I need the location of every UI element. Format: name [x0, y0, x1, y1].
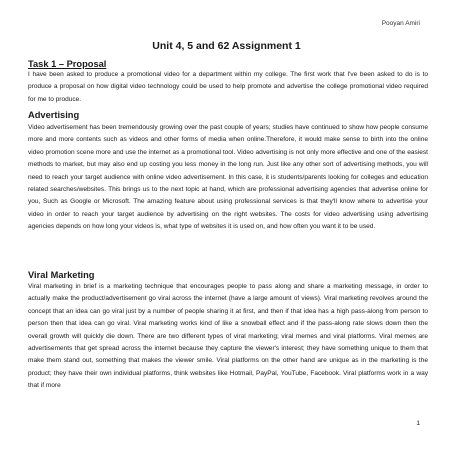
intro-paragraph: I have been asked to produce a promotional video for a department within my college. The first work that I've been asked to do is to produce a proposal on how digital video technology could be used to help promote and advertise the college promotional video required for me to produce.	[28, 71, 428, 103]
viral-marketing-heading: Viral Marketing	[28, 270, 95, 280]
advertising-heading: Advertising	[28, 110, 80, 120]
advertising-paragraph: Video advertisement has been tremendously growing over the past couple of years; studies have continued to show how people consume more and more contents such as videos and other forms of media when online.Therefore, it would make sense to birth into the online video promotion scene more and use the internet as a promotional tool. Video advertising is not only more effective and one of the easiest methods to market, but may also end up costing you less money in the long run. Just like any other sort of advertising methods, you will need to reach your target audience with online video advertisement. In this case, it is students/parents looking for colleges and education related searches/websites. This brings us to the next topic at hand, which are professional advertising agencies that advertise online for you, Such as Google or Microsoft. The amazing feature about using professional services is that they'll know where to advertise your video in order to reach your target audience by advertising on the right websites. The costs for video advertising using advertising agencies depends on how long your videos is, what type of websites it is used on, and how often you want it to be used.	[28, 124, 428, 231]
header-author: Pooyan Amiri	[381, 20, 420, 27]
viral-marketing-paragraph: Viral marketing in brief is a marketing technique that encourages people to pass along and share a marketing message, in order to actually make the product/advertisement go viral across the internet (have a large amount of views). Viral marketing revolves around the concept that an idea can go viral just by a number of people sharing it at first, and then if that idea has a high pass-along from person to person then that idea can go viral. Viral marketing works kind of like a snowball effect and if the pass-along rate slows down then the overall growth will quickly die down. There are two different types of viral marketing; viral memes and viral platforms. Viral memes are advertisements that get spread across the internet because they capture the viewer's interest; they have something unique to them that make them stand out, something that makes the viewer smile. Viral platforms on the other hand are unique as in the marketing is the product; they have their own individual platforms, think websites like Hotmail, PayPal, YouTube, Facebook. Viral platforms work in a way that if more	[28, 283, 428, 390]
page-number: 1	[416, 420, 420, 427]
task-heading: Task 1 – Proposal	[28, 59, 107, 69]
document-title: Unit 4, 5 and 62 Assignment 1	[152, 40, 301, 52]
